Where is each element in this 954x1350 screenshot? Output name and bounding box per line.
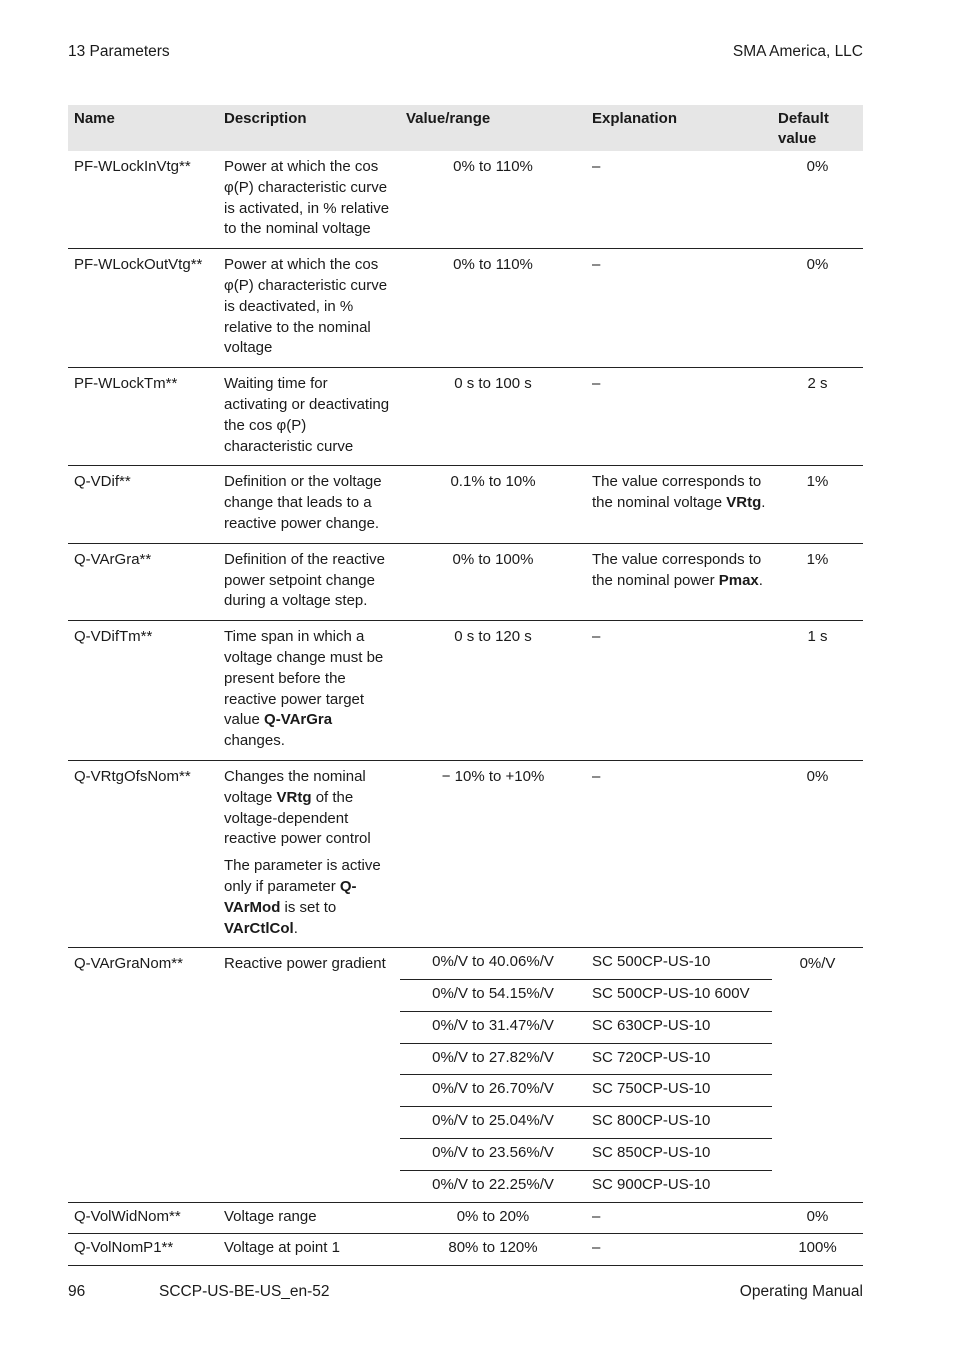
param-description: Power at which the cos φ(P) characteristic curve is deactivated, in % relative to the nominal voltage (218, 249, 400, 368)
param-name: Q-VolWidNom** (68, 1202, 218, 1234)
description-paragraph: Changes the nominal voltage VRtg of the voltage-dependent reactive power control (224, 767, 371, 848)
param-description: Definition of the reactive power setpoint change during a voltage step. (218, 543, 400, 620)
param-default: 1% (772, 543, 863, 620)
table-row (68, 151, 863, 249)
column-header-description: Description (218, 105, 400, 151)
param-value-range: 0.1% to 10% (400, 466, 586, 543)
param-value-range: 0% to 110% (400, 249, 586, 368)
param-description (218, 760, 400, 947)
param-explanation: – (586, 760, 772, 947)
header-company: SMA America, LLC (732, 43, 863, 60)
table-row (68, 543, 863, 620)
param-name: Q-VDif** (68, 466, 218, 543)
param-value-range: 0%/V to 31.47%/V (400, 1011, 586, 1043)
table-header-row (68, 105, 863, 151)
param-default: 1 s (772, 621, 863, 761)
param-default: 100% (772, 1234, 863, 1266)
param-explanation: – (586, 368, 772, 466)
param-description: Voltage at point 1 (218, 1234, 400, 1266)
param-value-range: 80% to 120% (400, 1234, 586, 1266)
param-explanation: – (586, 249, 772, 368)
column-header-explanation: Explanation (586, 105, 772, 151)
param-value-range: 0 s to 120 s (400, 621, 586, 761)
param-name: PF-WLockOutVtg** (68, 249, 218, 368)
param-description: Waiting time for activating or deactivating the cos φ(P) characteristic curve (218, 368, 400, 466)
page-number: 96 (68, 1283, 86, 1300)
param-value-range: 0%/V to 23.56%/V (400, 1139, 586, 1171)
param-default: 2 s (772, 368, 863, 466)
header-section: 13 Parameters (68, 43, 170, 60)
param-explanation: – (586, 621, 772, 761)
param-value-range: 0%/V to 22.25%/V (400, 1170, 586, 1202)
param-default: 0% (772, 249, 863, 368)
column-header-value-range: Value/range (400, 105, 586, 151)
param-explanation: – (586, 151, 772, 249)
param-value-range: 0% to 100% (400, 543, 586, 620)
param-explanation: SC 500CP-US-10 600V (586, 980, 772, 1012)
param-default: 0% (772, 1202, 863, 1234)
param-default: 1% (772, 466, 863, 543)
param-name: Q-VArGra** (68, 543, 218, 620)
param-value-range: 0% to 20% (400, 1202, 586, 1234)
param-explanation: SC 500CP-US-10 (586, 948, 772, 980)
param-value-range: 0%/V to 54.15%/V (400, 980, 586, 1012)
param-explanation: – (586, 1234, 772, 1266)
param-description: Reactive power gradient (218, 948, 400, 1202)
column-header-default-value: Default value (772, 105, 863, 151)
param-explanation: SC 800CP-US-10 (586, 1107, 772, 1139)
param-description: Time span in which a voltage change must be present before the reactive power target value Q-VArGra changes. (218, 621, 400, 761)
param-value-range: 0%/V to 40.06%/V (400, 948, 586, 980)
table-row (68, 948, 863, 980)
table-row (68, 466, 863, 543)
table-row (68, 760, 863, 947)
param-value-range: − 10% to +10% (400, 760, 586, 947)
param-name: Q-VRtgOfsNom** (68, 760, 218, 947)
param-default: 0%/V (772, 948, 863, 1202)
table-row (68, 1202, 863, 1234)
param-name: Q-VArGraNom** (68, 948, 218, 1202)
param-explanation: SC 850CP-US-10 (586, 1139, 772, 1171)
param-explanation: SC 900CP-US-10 (586, 1170, 772, 1202)
param-name: Q-VolNomP1** (68, 1234, 218, 1266)
param-description: Power at which the cos φ(P) characteristic curve is activated, in % relative to the nominal voltage (218, 151, 400, 249)
description-note: The parameter is active only if parameter Q-VArMod is set to VArCtlCol. (224, 857, 381, 937)
param-name: Q-VDifTm** (68, 621, 218, 761)
param-default: 0% (772, 151, 863, 249)
param-value-range: 0%/V to 27.82%/V (400, 1043, 586, 1075)
parameters-table (68, 105, 863, 1266)
param-value-range: 0 s to 100 s (400, 368, 586, 466)
manual-title: Operating Manual (739, 1283, 863, 1300)
param-description: Definition or the voltage change that leads to a reactive power change. (218, 466, 400, 543)
table-row (68, 249, 863, 368)
param-explanation: SC 630CP-US-10 (586, 1011, 772, 1043)
param-explanation: – (586, 1202, 772, 1234)
table-row (68, 368, 863, 466)
param-name: PF-WLockTm** (68, 368, 218, 466)
table-row (68, 1234, 863, 1266)
param-explanation: SC 720CP-US-10 (586, 1043, 772, 1075)
param-value-range: 0%/V to 26.70%/V (400, 1075, 586, 1107)
table-row (68, 621, 863, 761)
param-explanation: SC 750CP-US-10 (586, 1075, 772, 1107)
param-explanation: The value corresponds to the nominal power Pmax. (586, 543, 772, 620)
param-default: 0% (772, 760, 863, 947)
param-explanation: The value corresponds to the nominal voltage VRtg. (586, 466, 772, 543)
column-header-name: Name (68, 105, 218, 151)
param-value-range: 0% to 110% (400, 151, 586, 249)
param-value-range: 0%/V to 25.04%/V (400, 1107, 586, 1139)
param-name: PF-WLockInVtg** (68, 151, 218, 249)
document-id: SCCP-US-BE-US_en-52 (159, 1283, 330, 1300)
param-description: Voltage range (218, 1202, 400, 1234)
